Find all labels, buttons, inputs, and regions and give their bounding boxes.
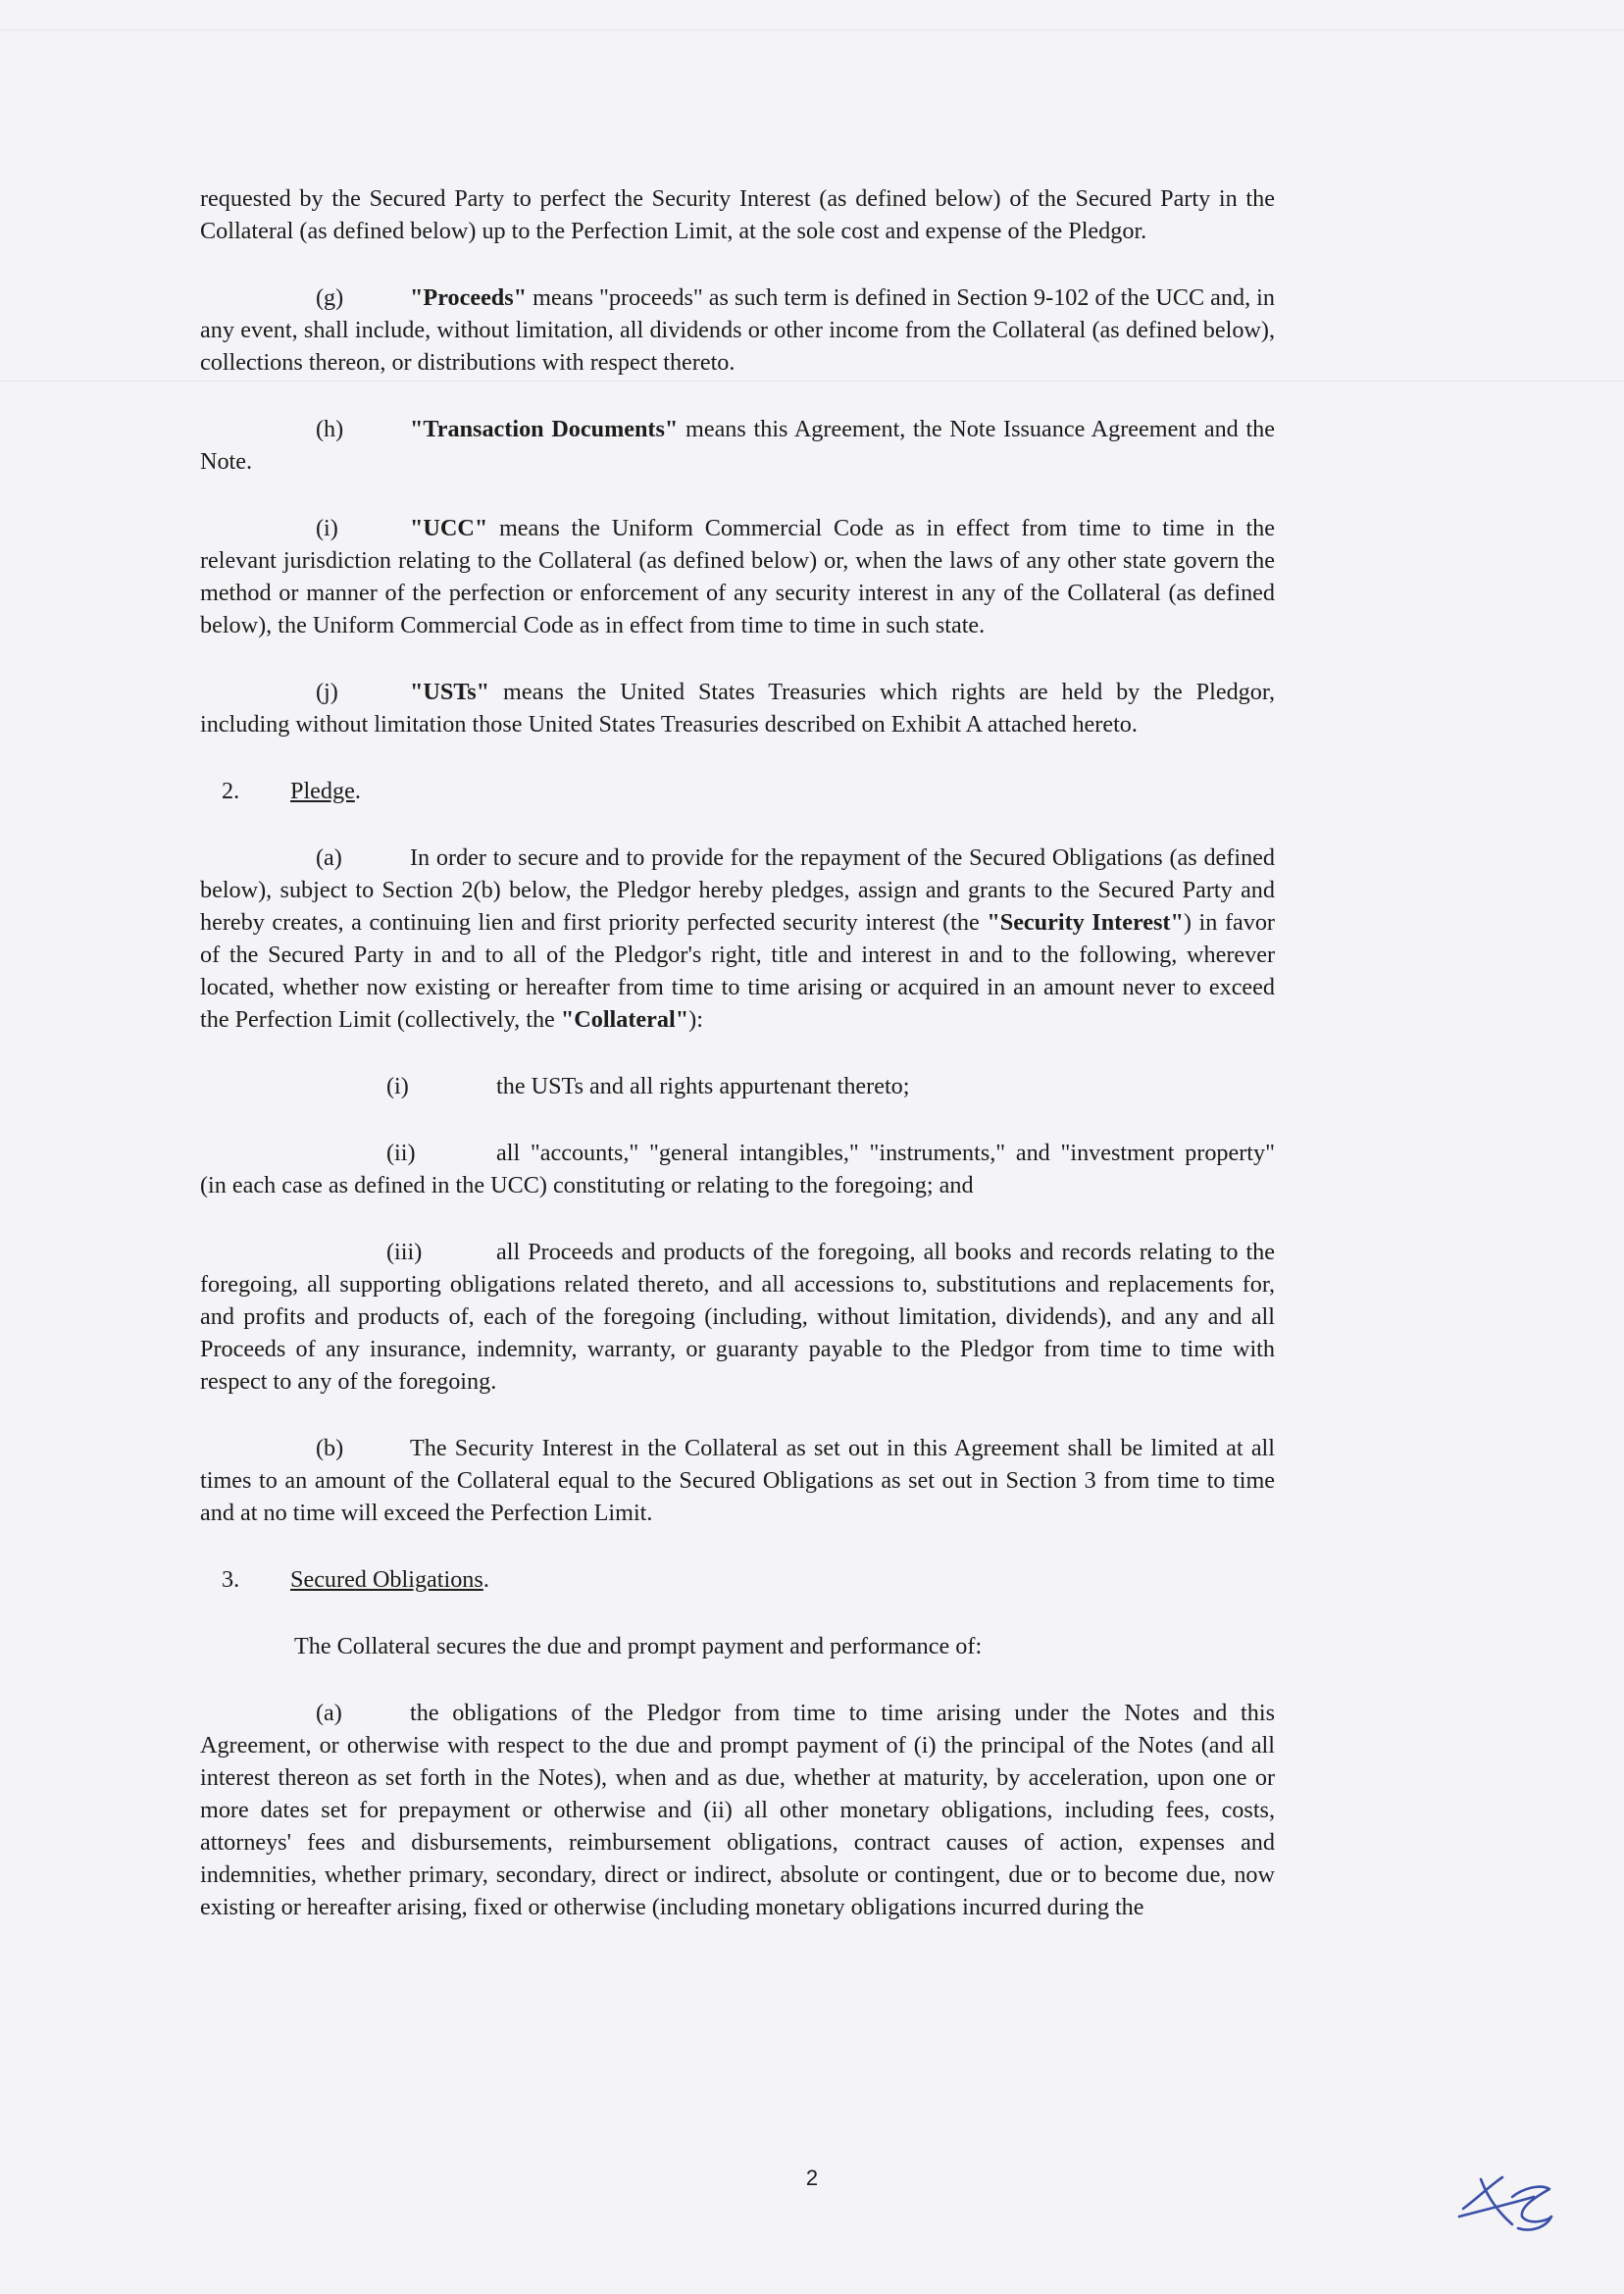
- section-title: Secured Obligations: [290, 1566, 483, 1593]
- section-heading-secured-obligations: [200, 1563, 1275, 1596]
- secured-obligations-paragraph-a: [200, 1697, 1275, 1923]
- item-label: (ii): [386, 1140, 416, 1166]
- defined-term: "Proceeds": [410, 284, 528, 311]
- secured-obligations-intro: The Collateral secures the due and prompt payment and performance of:: [294, 1633, 983, 1659]
- definition-text: means the United States Treasuries which rights are held by the Pledgor, including without limitation those United States Treasuries described on Exhibit A attached hereto.: [200, 679, 1275, 738]
- page-body: [200, 182, 1275, 1923]
- section-title-punctuation: .: [354, 778, 361, 804]
- clause-label: (a): [316, 1700, 342, 1726]
- clause-label: (a): [316, 844, 342, 871]
- continuation-paragraph: requested by the Secured Party to perfect the Security Interest (as defined below) of the Secured Party in the Collateral (as defined below) up to the Perfection Limit, at the sole cost and expense of the Pledgor.: [200, 185, 1275, 244]
- collateral-item-ii: [200, 1137, 1275, 1201]
- definition-transaction-documents: [200, 413, 1275, 478]
- section-number: 2.: [222, 778, 240, 804]
- definition-text: means "proceeds" as such term is defined in Section 9-102 of the UCC and, in any event, shall include, without limitation, all dividends or other income from the Collateral (as defined below), collections thereon, or distributions with respect thereto.: [200, 284, 1275, 376]
- collateral-item-iii: [200, 1236, 1275, 1398]
- defined-term: "Collateral": [560, 1006, 689, 1033]
- item-text: the USTs and all rights appurtenant thereto;: [496, 1073, 910, 1099]
- clause-label: (g): [316, 284, 344, 311]
- section-heading-pledge: [200, 775, 1275, 807]
- pledge-paragraph-b: [200, 1432, 1275, 1529]
- clause-label: (i): [316, 515, 338, 541]
- section-title-punctuation: .: [482, 1566, 489, 1593]
- defined-term: "USTs": [410, 679, 490, 705]
- definition-proceeds: [200, 281, 1275, 379]
- item-label: (iii): [386, 1239, 423, 1265]
- definition-ucc: [200, 512, 1275, 641]
- pledge-paragraph-a: [200, 841, 1275, 1036]
- clause-label: (j): [316, 679, 338, 705]
- definition-text: means the Uniform Commercial Code as in effect from time to time in the relevant jurisdiction relating to the Collateral (as defined below) or, when the laws of any other state govern the method or manner of the perfection or enforcement of any security interest in any of the Collateral (as defined below), the Uniform Commercial Code as in effect from time to time in such state.: [200, 515, 1275, 638]
- clause-text: In order to secure and to provide for the repayment of the Secured Obligations (as defined below), subject to Section 2(b) below, the Pledgor hereby pledges, assign and grants to the Secured Party and hereby creates, a continuing lien and first priority perfected security interest (the: [200, 844, 1275, 936]
- clause-text: The Security Interest in the Collateral as set out in this Agreement shall be limited at all times to an amount of the Collateral equal to the Secured Obligations as set out in Section 3 from time to time and at no time will exceed the Perfection Limit.: [200, 1435, 1275, 1526]
- item-label: (i): [386, 1073, 409, 1099]
- section-number: 3.: [222, 1566, 240, 1593]
- clause-text: ) in favor of the Secured Party in and to all of the Pledgor's right, title and interest in and to the following, wherever located, whether now existing or hereafter from time to time arising or acquired in an amount never to exceed the Perfection Limit (collectively, the: [200, 909, 1275, 1033]
- clause-label: (b): [316, 1435, 344, 1461]
- clause-text: ):: [688, 1006, 703, 1033]
- initials-signature-icon: [1451, 2167, 1559, 2236]
- clause-text: the obligations of the Pledgor from time to time arising under the Notes and this Agreement, or otherwise with respect to the due and prompt payment of (i) the principal of the Notes (and all interest thereon as set forth in the Notes), when and as due, whether at maturity, by acceleration, upon one or more dates set for prepayment or otherwise and (ii) all other monetary obligations, including fees, costs, attorneys' fees and disbursements, reimbursement obligations, contract causes of action, expenses and indemnities, whether primary, secondary, direct or indirect, absolute or contingent, due or to become due, now existing or hereafter arising, fixed or otherwise (including monetary obligations incurred during the: [200, 1700, 1275, 1920]
- defined-term: "Security Interest": [987, 909, 1184, 936]
- definition-usts: [200, 676, 1275, 740]
- section-title: Pledge: [290, 778, 355, 804]
- page-number: 2: [805, 2166, 819, 2190]
- scan-artifact: [0, 29, 1624, 30]
- definition-text: means this Agreement, the Note Issuance Agreement and the Note.: [200, 416, 1276, 475]
- item-text: all Proceeds and products of the foregoing, all books and records relating to the foregoing, all supporting obligations related thereto, and all accessions to, substitutions and replacements for, and profits and products of, each of the foregoing (including, without limitation, dividends), and any and all Proceeds of any insurance, indemnity, warranty, or guaranty payable to the Pledgor from time to time with respect to any of the foregoing.: [200, 1239, 1275, 1395]
- defined-term: "Transaction Documents": [410, 416, 679, 442]
- item-text: all "accounts," "general intangibles," "instruments," and "investment property" (in each case as defined in the UCC) constituting or relating to the foregoing; and: [200, 1140, 1275, 1198]
- defined-term: "UCC": [410, 515, 488, 541]
- clause-label: (h): [316, 416, 344, 442]
- collateral-item-i: [200, 1070, 1275, 1102]
